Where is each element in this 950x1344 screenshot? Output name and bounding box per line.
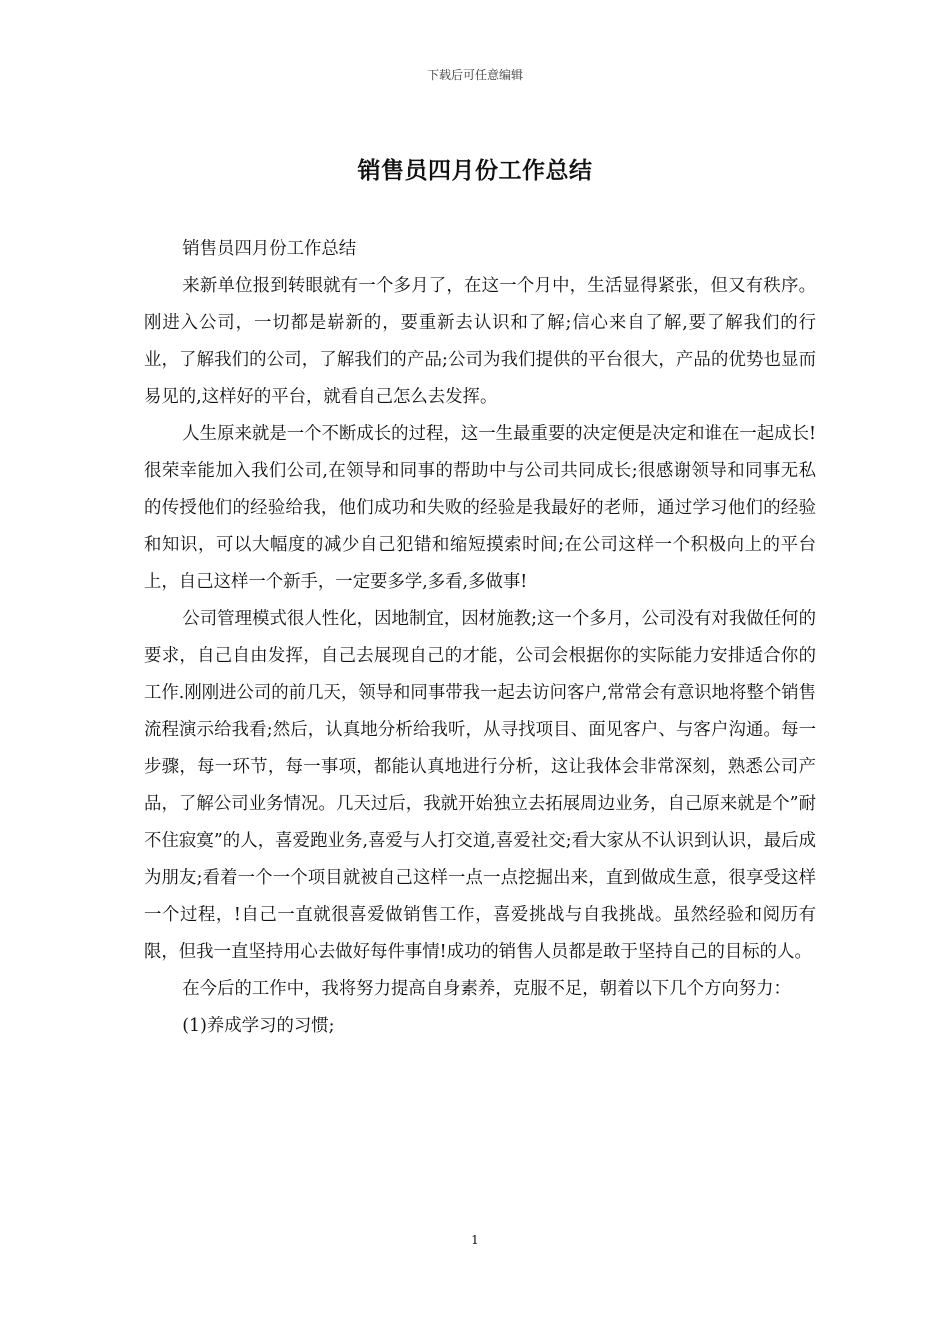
document-title: 销售员四月份工作总结 <box>357 157 593 184</box>
paragraph-subtitle: 销售员四月份工作总结 <box>182 239 357 259</box>
page-number: 1 <box>471 1233 479 1247</box>
page-header-note: 下载后可任意编辑 <box>426 68 523 82</box>
paragraph-5: (1)养成学习的习惯; <box>182 1016 335 1036</box>
paragraph-2: 人生原来就是一个不断成长的过程，这一生最重要的决定便是决定和谁在一起成长!很荣幸能加入我们公司,在领导和同事的帮助中与公司共同成长;很感谢领导和同事无私的传授他们的经验给我，他们成功和失败的经验是我最好的老师，通过学习他们的经验和知识，可以大幅度的减少自己犯错和缩短摸索时间;在公司这样一个积极向上的平台上，自己这样一个新手，一定要多学,多看,多做事! <box>144 424 816 592</box>
paragraph-3: 公司管理模式很人性化，因地制宜，因材施教;这一个多月，公司没有对我做任何的要求，自己自由发挥，自己去展现自己的才能，公司会根据你的实际能力安排适合你的工作.刚刚进公司的前几天，领导和同事带我一起去访问客户,常常会有意识地将整个销售流程演示给我看;然后，认真地分析给我听，从寻找项目、面见客户、与客户沟通。每一步骤，每一环节，每一事项，都能认真地进行分析，这让我体会非常深刻，熟悉公司产品，了解公司业务情况。几天过后，我就开始独立去拓展周边业务，自己原来就是个”耐不住寂寞”的人，喜爱跑业务,喜爱与人打交道,喜爱社交;看大家从不认识到认识，最后成为朋友;看着一个一个项目就被自己这样一点一点挖掘出来，直到做成生意，很享受这样一个过程，!自己一直就很喜爱做销售工作，喜爱挑战与自我挑战。虽然经验和阅历有限，但我一直坚持用心去做好每件事情!成功的销售人员都是敢于坚持自己的目标的人。 <box>144 609 816 962</box>
paragraph-4: 在今后的工作中，我将努力提高自身素养，克服不足，朝着以下几个方向努力： <box>182 979 791 999</box>
paragraph-1: 来新单位报到转眼就有一个多月了，在这一个月中，生活显得紧张，但又有秩序。刚进入公司，一切都是崭新的，要重新去认识和了解;信心来自了解,要了解我们的行业，了解我们的公司，了解我们的产品;公司为我们提供的平台很大，产品的优势也显而易见的,这样好的平台，就看自己怎么去发挥。 <box>144 276 816 407</box>
document-body <box>144 231 816 1045</box>
